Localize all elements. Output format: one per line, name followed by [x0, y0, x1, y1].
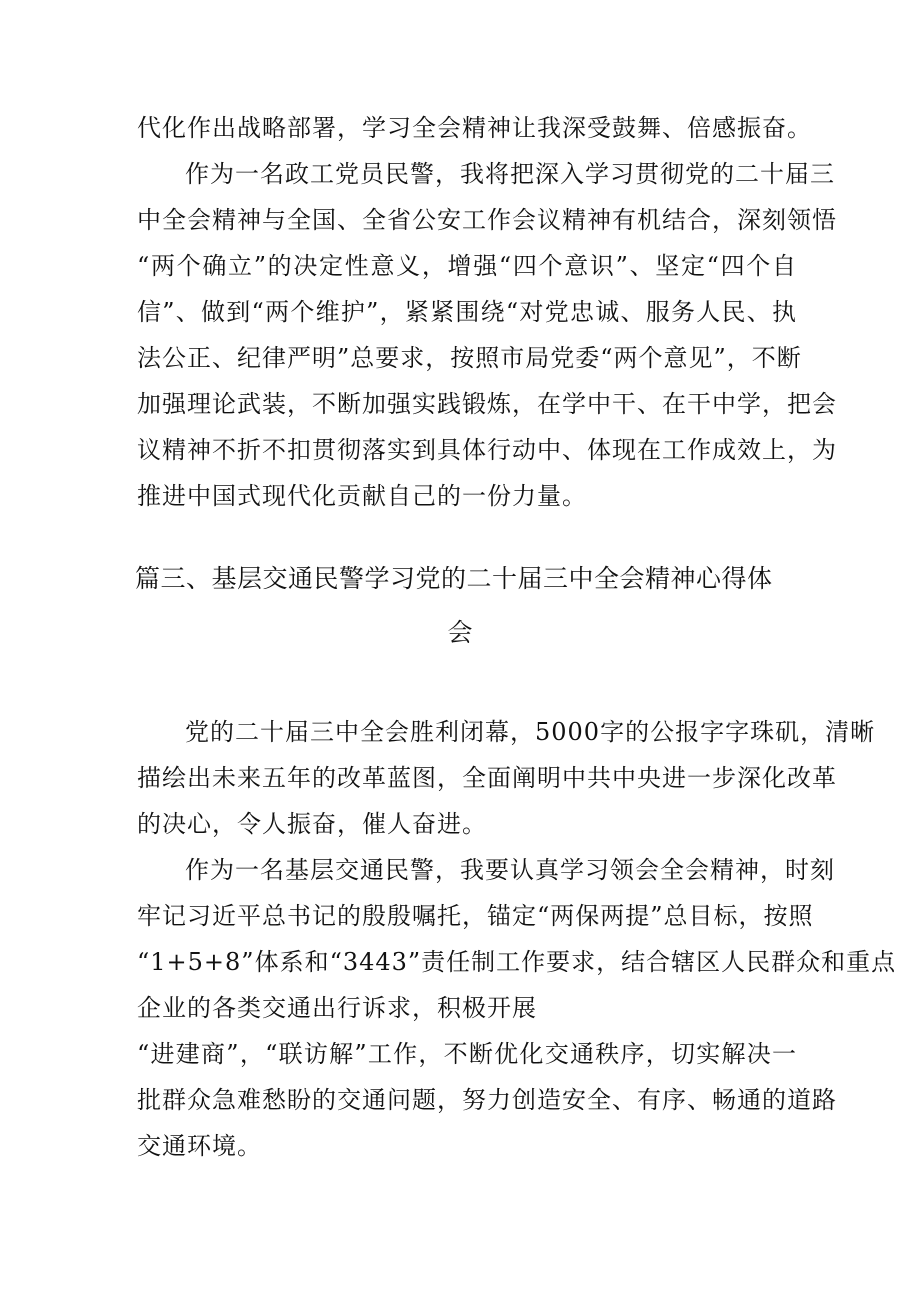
paragraph-line: 作为一名基层交通民警，我要认真学习领会全会精神，时刻	[185, 856, 835, 884]
section-heading-line-2: 会	[447, 618, 473, 647]
section-heading-line-1: 篇三、基层交通民警学习党的二十届三中全会精神心得体	[135, 564, 773, 593]
paragraph-line: 中全会精神与全国、全省公安工作会议精神有机结合，深刻领悟	[137, 206, 837, 234]
paragraph-line: 议精神不折不扣贯彻落实到具体行动中、体现在工作成效上，为	[137, 436, 837, 464]
paragraph-line: 代化作出战略部署，学习全会精神让我深受鼓舞、倍感振奋。	[137, 114, 812, 142]
paragraph-line: 交通环境。	[137, 1132, 262, 1160]
paragraph-line: 企业的各类交通出行诉求，积极开展	[137, 994, 537, 1022]
paragraph-line: 牢记习近平总书记的殷殷嘱托，锚定“两保两提”总目标，按照	[137, 902, 814, 930]
paragraph-line: 批群众急难愁盼的交通问题，努力创造安全、有序、畅通的道路	[137, 1086, 837, 1114]
paragraph-line: 党的二十届三中全会胜利闭幕，5000字的公报字字珠矶，清晰	[185, 718, 876, 746]
paragraph-line: “两个确立”的决定性意义，增强“四个意识”、坚定“四个自	[137, 252, 797, 280]
paragraph-line: 信”、做到“两个维护”，紧紧围绕“对党忠诚、服务人民、执	[137, 298, 797, 326]
paragraph-line: 的决心，令人振奋，催人奋进。	[137, 810, 487, 838]
paragraph-line: 作为一名政工党员民警，我将把深入学习贯彻党的二十届三	[185, 160, 835, 188]
paragraph-line: 描绘出未来五年的改革蓝图，全面阐明中共中央进一步深化改革	[137, 764, 837, 792]
paragraph-line: 法公正、纪律严明”总要求，按照市局党委“两个意见”，不断	[137, 344, 802, 372]
paragraph-line: “进建商”，“联访解”工作，不断优化交通秩序，切实解决一	[137, 1040, 797, 1068]
paragraph-line: “1+5+8”体系和“3443”责任制工作要求，结合辖区人民群众和重点	[137, 948, 897, 976]
paragraph-line: 推进中国式现代化贡献自己的一份力量。	[137, 482, 587, 510]
paragraph-line: 加强理论武装，不断加强实践锻炼，在学中干、在干中学，把会	[137, 390, 837, 418]
